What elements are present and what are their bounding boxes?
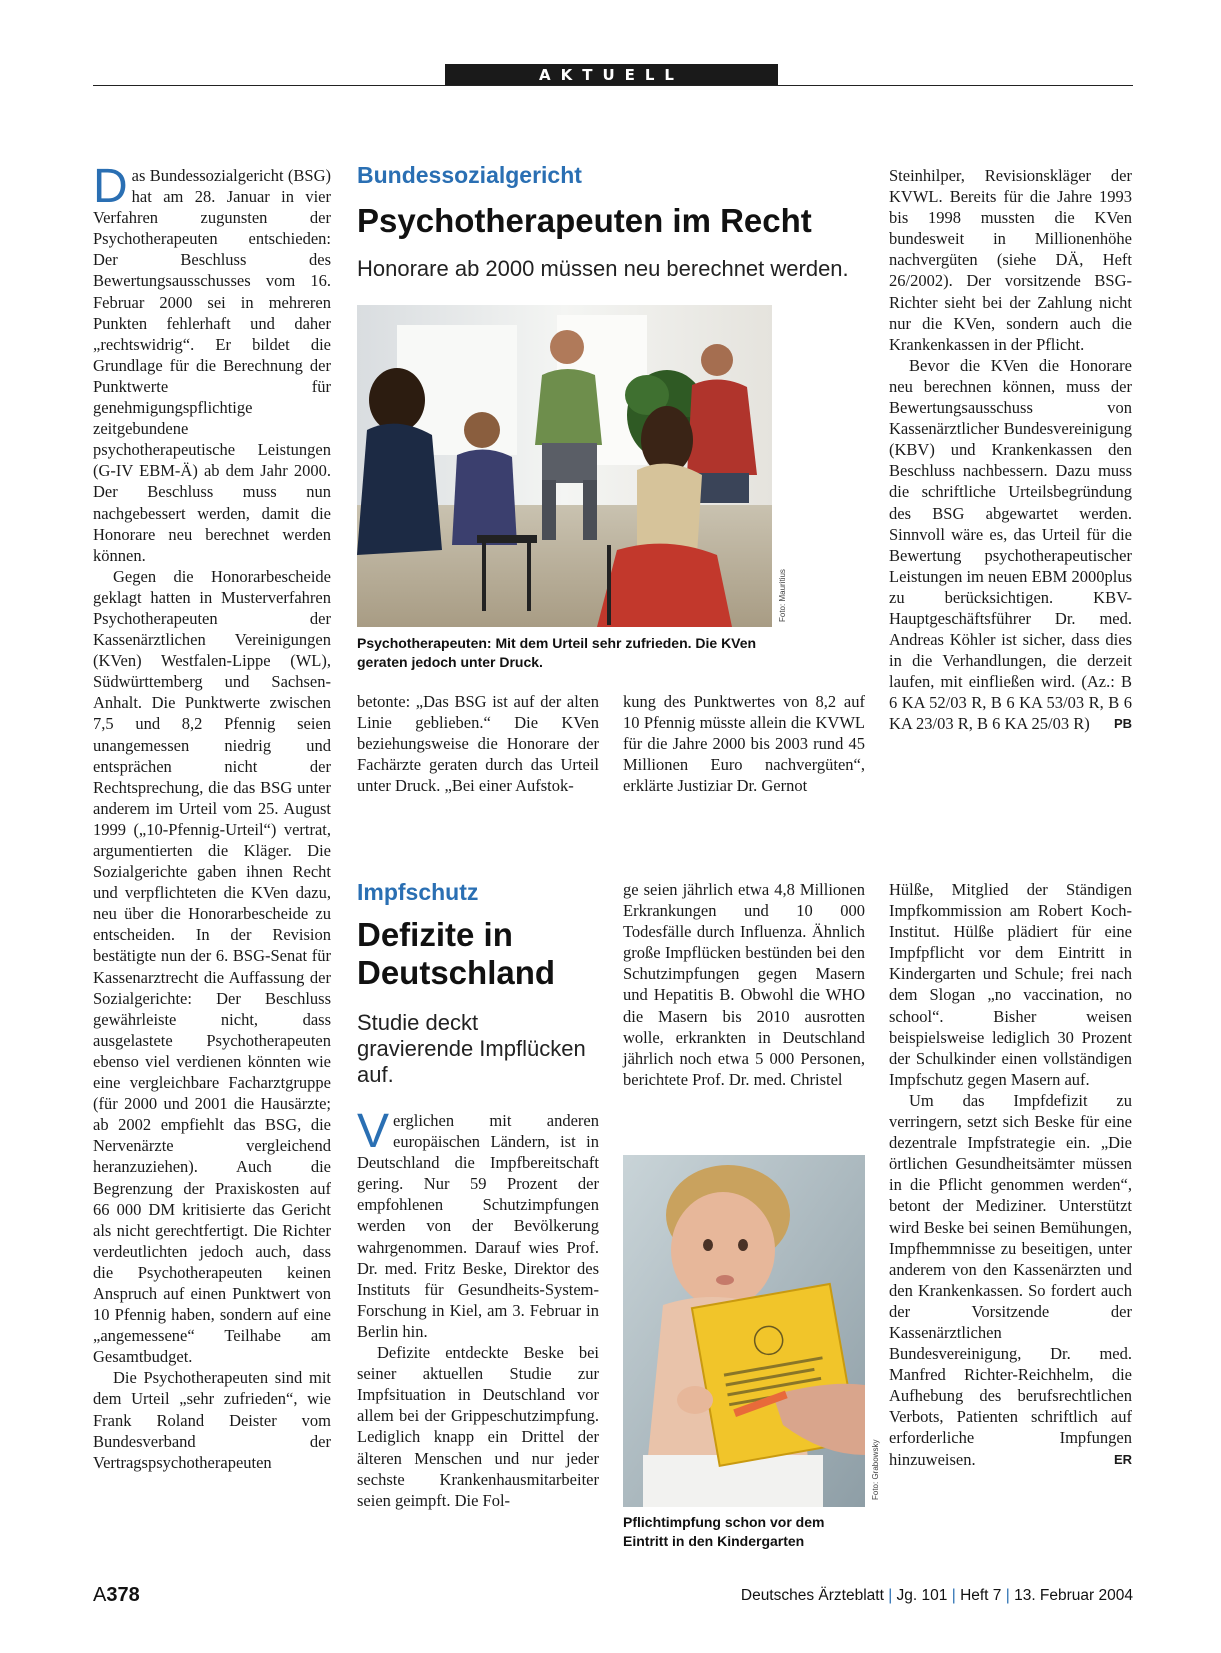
header-rule [93, 85, 1133, 86]
article2-headline-line2: Deutschland [357, 954, 556, 991]
article1-signature: PB [1113, 716, 1132, 732]
article1-photo-credit: Foto: Mauritius [778, 569, 787, 622]
col1-paragraph-3: Die Psychotherapeuten sind mit dem Urteil „sehr zufrieden“, wie Frank Roland Deister vom Bundesverband der Vertragspsychotherapeuten [93, 1368, 331, 1472]
article2-col3: ge seien jährlich etwa 4,8 Millionen Erkrankungen und 10 000 Todesfälle durch Influenza. Ähnlich große Impflücken bestünden bei den Schutzimpfungen gegen Masern und Hepatitis B. Obwohl die WHO die Masern bis 2010 ausrotten wolle, erkrankten in Deutschland jährlich noch etwa 5 000 Personen, berichtete Prof. Dr. med. Christel [623, 880, 865, 1089]
journal-issue: Heft 7 [960, 1587, 1002, 1604]
article1-headline: Psychotherapeuten im Recht [357, 202, 812, 239]
journal-date: 13. Februar 2004 [1014, 1587, 1133, 1604]
article2-col4-p2: Um das Impfdefizit zu verringern, setzt sich Beske für eine dezentrale Impfstrategie ein. „Die örtlichen Gesundheitsämter müssen in die Pflicht genommen werden“, betont der Mediziner. Unterstützt wird Beske bei seinen Bemühungen, Impfhemmnisse zu beseitigen, unter anderem von den Kassenärzten und den Krankenkassen. So fordert auch der Vorsitzende der Kassenärztlichen Bundesvereinigung, Dr. med. Manfred Richter-Reichhelm, die Aufhebung des berufsrechtlichen Verbots, Patienten schriftlich auf erforderliche Impfungen hinzuweisen. ER [889, 1090, 1132, 1469]
child-vaccination-photo [623, 1155, 865, 1507]
col1-paragraph-2: Gegen die Honorarbescheide geklagt hatten in Musterverfahren Psychotherapeuten der Kassenärztlichen Vereinigungen (KVen) Westfalen-Lippe (WL), Südwürttemberg und Sachsen-Anhalt. Die Punktwerte zwischen 7,5 und 8,2 Pfennig seien unangemessen niedrig und entsprächen nicht der Rechtsprechung, die das BSG unter anderem im Urteil vom 25. August 1999 („10-Pfennig-Urteil“) vertrat, argumentierten die Kläger. Die Sozialgerichte gaben ihnen Recht und verpflichteten die KVen dazu, neu über die Honorarbescheide zu entscheiden. In der Revision bestätigte nun der 6. BSG-Senat für Kassenarztrecht die Auffassung der Sozialgerichte: Der Beschluss gewährleiste nicht, dass ausgelastete Psychotherapeuten ebenso viel verdienen könnten wie eine vergleichbare Facharztgruppe (für 2000 und 2001 die Hausärzte; ab 2002 empfiehlt das BSG, die Nervenärzte vergleichend heranzuziehen). Auch die Begrenzung der Praxiskosten auf 66 000 DM kritisierte das Gericht als nicht gerechtfertigt. Die Richter verdeutlichten jedoch auch, dass die Psychotherapeuten keinen Anspruch auf einen Punktwert von 10 Pfennig haben, sondern auf eine „angemessene“ Teilhabe am Gesamtbudget. [93, 566, 331, 1367]
article1-col4-p2: Bevor die KVen die Honorare neu berechnen können, muss der Bewertungsausschuss von Kassenärztlicher Bundesvereinigung (KBV) und Krankenkassen den Beschluss nachbessern. Dazu muss die schriftliche Urteilsbegründung des BSG abgewartet werden. Sinnvoll wäre es, das Urteil für die Bewertung psychotherapeutischer Leistungen im neuen EBM 2000plus zu berücksichtigen. KBV-Hauptgeschäftsführer Dr. med. Andreas Köhler ist sicher, dass dies in die Verhandlungen, die derzeit laufen, mit einfließen wird. (Az.: B 6 KA 52/03 R, B 6 KA 53/03 R, B 6 KA 23/03 R, B 6 KA 25/03 R) PB [889, 355, 1132, 734]
journal-info [741, 1587, 1133, 1605]
col1-paragraph-1: Das Bundessozialgericht (BSG) hat am 28. Januar in vier Verfahren zugunsten der Psychotherapeuten entschieden: Der Beschluss des Bewertungsausschusses vom 16. Februar 2000 sei in mehreren Punkten fehlerhaft und daher „rechtswidrig“. Er bildet die Grundlage für die Berechnung der Punktwerte für genehmigungspflichtige zeitgebundene psychotherapeutische Leistungen (G-IV EBM-Ä) ab dem Jahr 2000. Der Beschluss muss nun nachgebessert werden, damit die Honorare neu berechnet werden können. [93, 160, 331, 565]
article2-col4 [889, 879, 1132, 1470]
article2-headline [357, 916, 555, 992]
therapy-group-photo [357, 305, 772, 627]
article2-col4-p1: Hülße, Mitglied der Ständigen Impfkommission am Robert Koch-Institut. Hülße plädiert für eine Impfpflicht vor dem Eintritt in Kindergarten und Schule; frei nach dem Slogan „no vaccination, no school“. Bisher weisen beispielsweise lediglich 30 Prozent der Schulkinder einen vollständigen Impfschutz gegen Masern auf. [889, 880, 1132, 1089]
article2-caption: Pflichtimpfung schon vor dem Eintritt in den Kindergarten [623, 1514, 825, 1549]
article1-subhead: Honorare ab 2000 müssen neu berechnet werden. [357, 256, 849, 281]
therapy-group-illustration [357, 305, 772, 627]
article2-col2 [357, 1105, 599, 1511]
page-number-value: 378 [106, 1584, 140, 1606]
article2-signature: ER [1113, 1451, 1132, 1467]
child-vaccination-illustration [623, 1155, 865, 1507]
article1-col4 [889, 165, 1132, 735]
article2-col2-p1: Verglichen mit anderen europäischen Ländern, ist in Deutschland die Impfbereitschaft gering. Nur 59 Prozent der empfohlenen Schutzimpfungen werden von der Bevölkerung wahrgenommen. Darauf wies Prof. Dr. med. Fritz Beske, Direktor des Instituts für Gesundheits-System-Forschung in Kiel, am 3. Februar in Berlin hin. [357, 1105, 599, 1341]
article1-col3: kung des Punktwertes von 8,2 auf 10 Pfennig müsste allein die KVWL für die Jahre 2000 bis 2003 rund 45 Millionen Euro nachvergüten“, erklärte Justiziar Dr. Gernot [623, 692, 865, 796]
footer-separator: | [951, 1587, 956, 1604]
article1-col2: betonte: „Das BSG ist auf der alten Linie geblieben.“ Die KVen beziehungsweise die Honorare der Fachärzte geraten durch das Urteil unter Druck. „Bei einer Aufstok- [357, 692, 599, 796]
article2-photo-credit: Foto: Grabowsky [871, 1439, 880, 1500]
article2-dropcap: V [357, 1105, 390, 1158]
journal-name: Deutsches Ärzteblatt [740, 1587, 884, 1604]
section-label: AKTUELL [445, 64, 778, 86]
footer-separator: | [1005, 1587, 1010, 1604]
page-prefix: A [93, 1584, 107, 1606]
dropcap: D [93, 160, 128, 213]
article1-col4-p1: Steinhilper, Revisionskläger der KVWL. Bereits für die Jahre 1993 bis 1998 mussten die KVen bundesweit in Millionenhöhe nachvergüten (siehe DÄ, Heft 26/2002). Der vorsitzende BSG-Richter sieht bei der Zahlung nicht nur die KVen, sondern auch die Krankenkassen in der Pflicht. [889, 166, 1132, 354]
article2-col2-p2: Defizite entdeckte Beske bei seiner aktuellen Studie zur Impfsituation in Deutschland vor allem bei der Grippeschutzimpfung. Lediglich knapp ein Drittel der älteren Menschen und nur jeder sechste Krankenhausmitarbeiter seien geimpft. Die Fol- [357, 1343, 599, 1510]
col1-text [93, 160, 331, 1473]
article1-kicker: Bundessozialgericht [357, 162, 582, 188]
article2-headline-line1: Defizite in [357, 916, 513, 953]
article1-caption: Psychotherapeuten: Mit dem Urteil sehr zufrieden. Die KVen geraten jedoch unter Druck. [357, 635, 757, 670]
article2-kicker: Impfschutz [357, 879, 479, 905]
article2-subhead: Studie deckt gravierende Impflücken auf. [357, 1010, 586, 1087]
journal-volume: Jg. 101 [896, 1587, 948, 1604]
footer-separator: | [888, 1587, 893, 1604]
page-number [93, 1584, 140, 1607]
